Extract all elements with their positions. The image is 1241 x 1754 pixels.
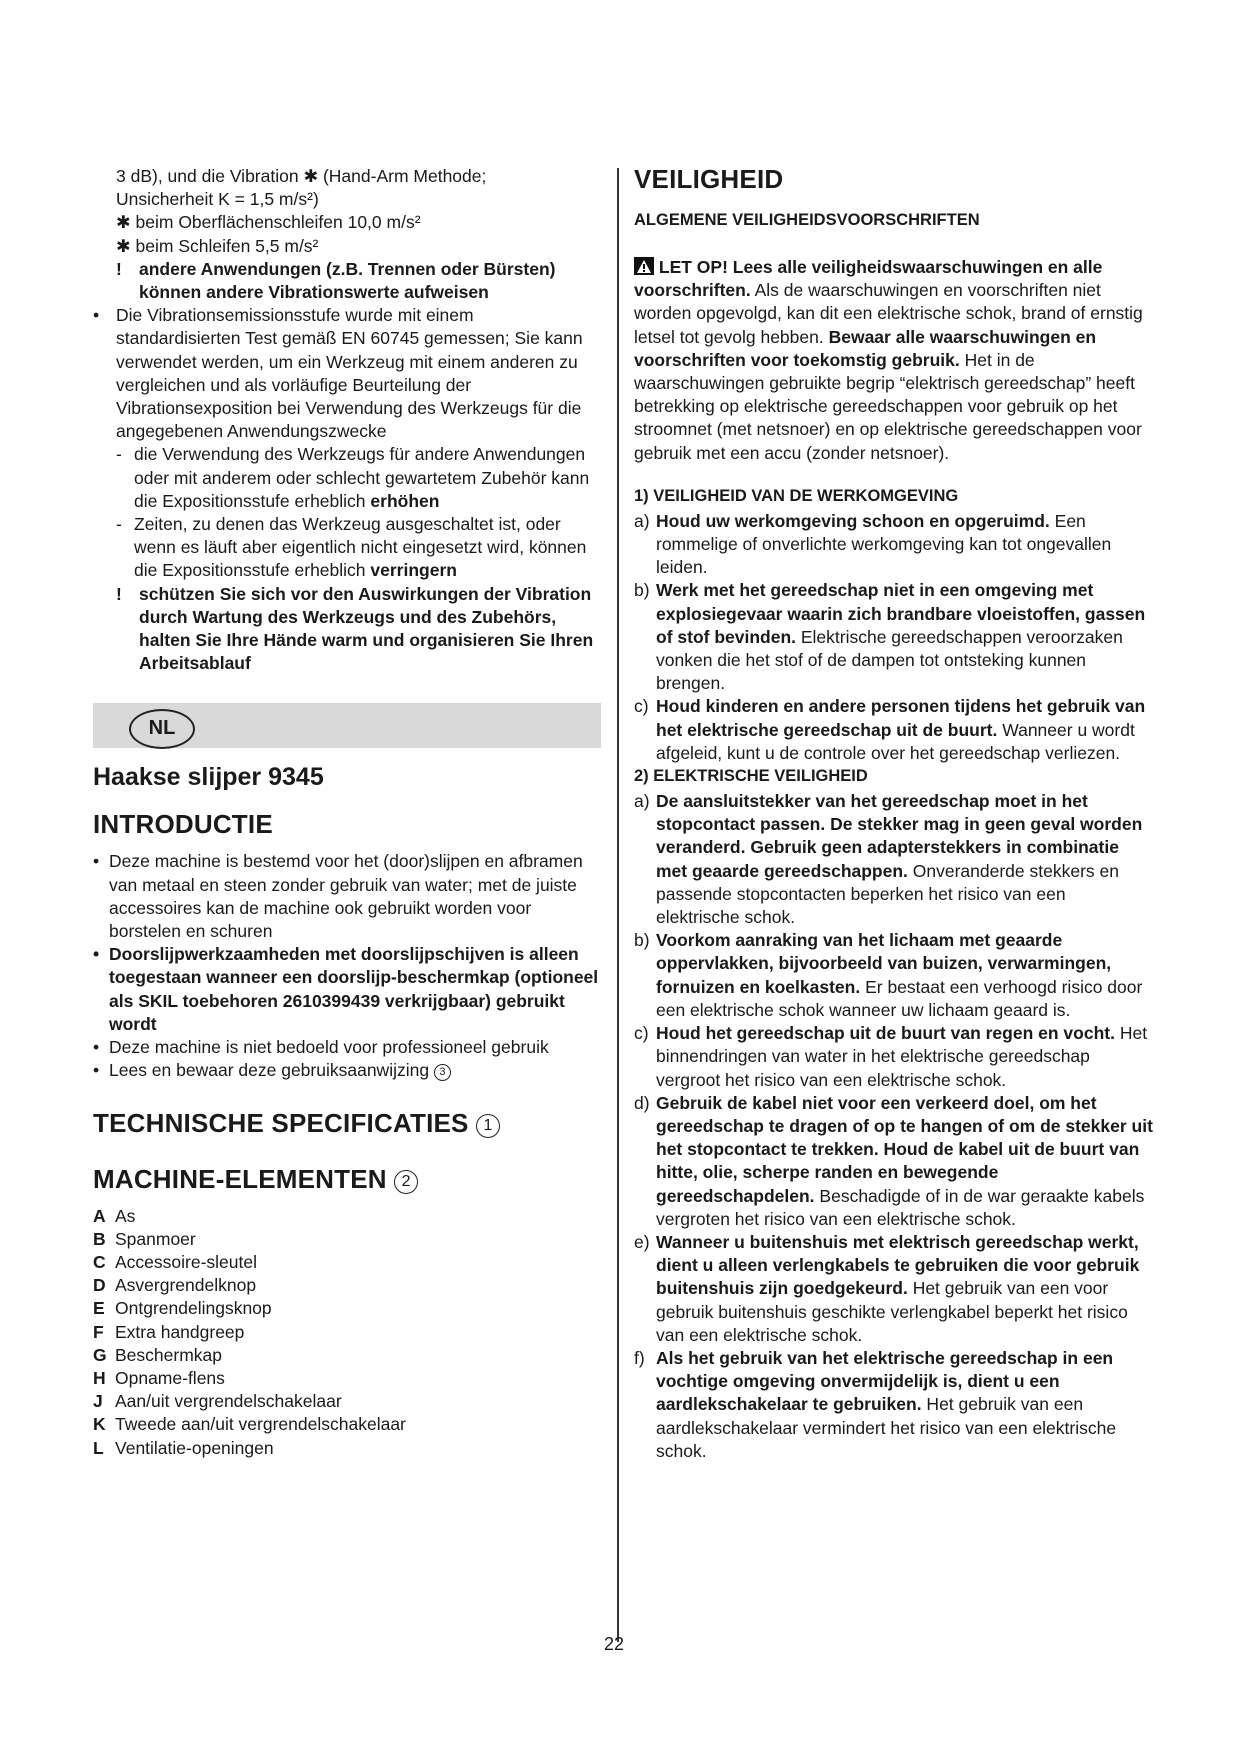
dash-item-bold: verringern [370,560,457,581]
vibration-note [93,258,601,304]
list-item [93,850,601,943]
item-label: a) [634,510,650,531]
part-item [93,1321,601,1344]
warning-triangle-icon [634,257,654,275]
warning-text-1: Als de waarschuwingen en voorschriften niet worden opgevolgd, kan dit een elektrische schok, brand of ernstig letsel tot gevolg hebben. [634,280,1143,347]
part-name: Spanmoer [115,1228,196,1249]
dash-item-text: Zeiten, zu denen das Werkzeug ausgeschaltet ist, oder wenn es läuft aber eigentlich nicht eingesetzt wird, können die Expositionsstufe erheblich [134,514,587,581]
protection-note [93,583,601,676]
part-name: Ontgrendelingsknop [115,1298,272,1319]
left-column [93,165,601,1460]
part-name: Aan/uit vergrendelschakelaar [115,1391,342,1412]
page-number: 22 [604,1634,625,1654]
item-bold: Houd uw werkomgeving schoon en opgeruimd. [656,510,1050,531]
part-item [93,1367,601,1390]
tech-spec-heading-text: TECHNISCHE SPECIFICATIES [93,1107,469,1138]
dash-item-text: die Verwendung des Werkzeugs für andere Anwendungen oder mit anderem oder schlecht gewartetem Zubehör kann die Expositionsstufe erheblich [134,444,590,511]
vibration-intro [93,165,601,258]
part-name: Beschermkap [115,1344,222,1365]
item-text: Het gebruik van een aardlekschakelaar vermindert het risico van een elektrische schok. [656,1394,1117,1461]
item-bold: Houd kinderen en andere personen tijdens het gebruik van het elektrische gereedschap uit de buurt. [656,696,1146,740]
parts-heading [93,1161,601,1197]
item-bold: Voorkom aanraking van het lichaam met geaarde oppervlakken, bijvoorbeeld van buizen, verwarmingen, fornuizen en koelkasten. [656,930,1112,997]
part-name: Asvergrendelknop [115,1275,257,1296]
vibration-bullet-text: Die Vibrationsemissionsstufe wurde mit einem standardisierten Test gemäß EN 60745 gemessen; Sie kann verwendet werden, um ein Werkzeug mit einem anderen zu vergleichen und als vorläufige Beurteilung der Vibrationsexposition bei Verwendung des Werkzeugs für die angegebenen Anwendungszwecke [116,305,583,442]
section-2-title: 2) ELEKTRISCHE VEILIGHEID [634,767,868,786]
item-bold: Houd het gereedschap uit de buurt van regen en vocht. [656,1023,1115,1044]
part-letter: L [93,1437,104,1458]
bullet-mark: • [93,1060,100,1081]
part-letter: J [93,1391,103,1412]
item-label: b) [634,580,650,601]
bullet-mark: • [93,851,100,872]
part-letter: H [93,1367,106,1388]
item-label: e) [634,1231,650,1252]
safety-item [634,1231,1154,1347]
part-letter: F [93,1321,104,1342]
list-item-text: Lees en bewaar deze gebruiksaanwijzing [109,1060,430,1081]
language-badge: NL [129,709,195,749]
warning-text-2: Het in de waarschuwingen gebruikte begrip “elektrisch gereedschap” heeft betrekking op elektrische gereedschappen voor gebruik op het stroomnet (met netsnoer) en op elektrische gereedschappen voor gebruik met een accu (zonder netsnoer). [634,349,1142,463]
item-label: d) [634,1092,650,1113]
protection-note-text: schützen Sie sich vor den Auswirkungen der Vibration durch Wartung des Werkzeugs und des Zubehörs, halten Sie Ihre Hände warm und organisieren Sie Ihren Arbeitsablauf [139,583,594,674]
part-item [93,1251,601,1274]
part-name: As [115,1205,136,1226]
part-name: Opname-flens [115,1367,225,1388]
part-letter: B [93,1228,106,1249]
figure-ref-2: 2 [394,1170,418,1194]
item-text: Een rommelige of onverlichte werkomgeving kan tot ongevallen leiden. [656,510,1112,578]
column-divider [617,168,619,1642]
safety-item [634,510,1154,580]
intro-list [93,850,601,1082]
safety-item [634,1022,1154,1092]
parts-list [93,1205,601,1460]
exclamation-mark: ! [116,258,122,279]
item-text: Het binnendringen van water in het elektrische gereedschap vergroot het risico van een elektrische schok. [656,1023,1148,1090]
general-safety-subheading: ALGEMENE VEILIGHEIDSVOORSCHRIFTEN [634,211,980,229]
safety-item [634,1092,1154,1231]
list-item [93,943,601,1036]
figure-ref-3: 3 [434,1064,451,1081]
part-letter: D [93,1275,106,1296]
part-item [93,1437,601,1460]
right-column [634,161,1154,1463]
part-letter: A [93,1205,106,1226]
bullet-mark: • [93,1037,100,1058]
figure-ref-1: 1 [476,1114,500,1138]
part-item [93,1413,601,1436]
item-bold: Gebruik de kabel niet voor een verkeerd doel, om het gereedschap te dragen of op te hangen of om de stekker uit het stopcontact te trekken. Houd de kabel uit de buurt van hitte, olie, scherpe randen en bewegende gereedschapdelen. [656,1092,1153,1206]
safety-heading: VEILIGHEID [634,164,784,194]
part-item [93,1274,601,1297]
tech-spec-heading [93,1105,601,1141]
list-item-text: Deze machine is niet bedoeld voor professioneel gebruik [109,1037,549,1058]
safety-item [634,1347,1154,1463]
item-text: Elektrische gereedschappen veroorzaken vonken die het stof of de dampen tot ontsteking kunnen brengen. [656,626,1123,694]
part-item [93,1297,601,1320]
list-item [93,1036,601,1059]
intro-heading: INTRODUCTIE [93,809,273,840]
part-name: Accessoire-sleutel [115,1251,257,1272]
model-title: Haakse slijper 9345 [93,763,324,792]
part-letter: K [93,1414,106,1435]
item-bold: Als het gebruik van het elektrische gereedschap in een vochtige omgeving onvermijdelijk is, dient u een aardlekschakelaar te gebruiken. [656,1347,1114,1415]
warning-bold-1: LET OP! Lees alle veiligheidswaarschuwingen en alle voorschriften. [634,257,1103,301]
part-letter: C [93,1251,106,1272]
warning-bold-2: Bewaar alle waarschuwingen en voorschriften voor toekomstig gebruik. [634,326,1097,370]
part-name: Extra handgreep [115,1321,245,1342]
safety-item [634,579,1154,695]
section-2-list [634,790,1154,1463]
vibration-intro-line: Unsicherheit K = 1,5 m/s²) [116,189,319,210]
part-item [93,1390,601,1413]
dash-mark: - [116,444,122,465]
safety-item [634,790,1154,929]
list-item-text: Deze machine is bestemd voor het (door)slijpen en afbramen van metaal en steen zonder gebruik van water; met de juiste accessoires kan de machine ook gebruikt worden voor borstelen en schuren [109,851,583,942]
list-item [93,1059,601,1082]
vibration-value: ✱ beim Schleifen 5,5 m/s² [116,235,319,256]
item-text: Beschadigde of in de war geraakte kabels vergroten het risico van een elektrische schok. [656,1185,1145,1229]
dash-item-increase [93,443,601,513]
safety-item [634,695,1154,765]
item-text: Er bestaat een verhoogd risico door een elektrische schok wanneer uw lichaam geaard is. [656,976,1143,1020]
safety-item [634,929,1154,1022]
dash-mark: - [116,514,122,535]
dash-item-bold: erhöhen [370,490,440,511]
part-item [93,1205,601,1228]
vibration-bullet [93,304,601,443]
item-label: c) [634,696,649,717]
part-item [93,1228,601,1251]
part-item [93,1344,601,1367]
item-bold: Werk met het gereedschap niet in een omgeving met explosiegevaar waarin zich brandbare vloeistoffen, gassen of stof bevinden. [656,580,1146,647]
item-text: Het gebruik van een voor gebruik buitenshuis geschikte verlengkabel beperkt het risico van een elektrische schok. [656,1278,1128,1345]
part-name: Ventilatie-openingen [115,1437,274,1458]
vibration-intro-line: 3 dB), und die Vibration ✱ (Hand-Arm Methode; [116,166,487,186]
part-name: Tweede aan/uit vergrendelschakelaar [115,1414,406,1435]
item-text: Onveranderde stekkers en passende stopcontacten beperken het risico van een elektrische schok. [656,860,1119,928]
parts-heading-text: MACHINE-ELEMENTEN [93,1163,387,1194]
section-1-title: 1) VEILIGHEID VAN DE WERKOMGEVING [634,486,959,505]
item-bold: Wanneer u buitenshuis met elektrisch gereedschap werkt, dient u alleen verlengkabels te gebruiken die voor gebruik buitenshuis zijn goedgekeurd. [656,1231,1140,1299]
item-label: c) [634,1023,649,1044]
exclamation-mark: ! [116,583,122,604]
item-text: Wanneer u wordt afgeleid, kunt u de controle over het gereedschap verliezen. [656,719,1135,763]
part-letter: G [93,1344,107,1365]
language-bar [93,703,601,748]
item-label: b) [634,930,650,951]
item-label: a) [634,791,650,812]
dash-item-decrease [93,513,601,583]
item-label: f) [634,1347,645,1368]
bullet-mark: • [93,305,100,326]
part-letter: E [93,1298,105,1319]
list-item-text: Doorslijpwerkzaamheden met doorslijpschijven is alleen toegestaan wanneer een doorslijp-beschermkap (optioneel als SKIL toebehoren 2610399439 verkrijgbaar) gebruikt wordt [109,944,599,1034]
item-bold: De aansluitstekker van het gereedschap moet in het stopcontact passen. De stekker mag in geen geval worden veranderd. Gebruik geen adapterstekkers in combinatie met geaarde gereedschappen. [656,791,1143,881]
section-1-list [634,510,1154,765]
vibration-note-text: andere Anwendungen (z.B. Trennen oder Bürsten) können andere Vibrationswerte aufweisen [139,258,556,303]
bullet-mark: • [93,944,100,965]
general-warning [634,256,1154,465]
vibration-value: ✱ beim Oberflächenschleifen 10,0 m/s² [116,212,421,233]
